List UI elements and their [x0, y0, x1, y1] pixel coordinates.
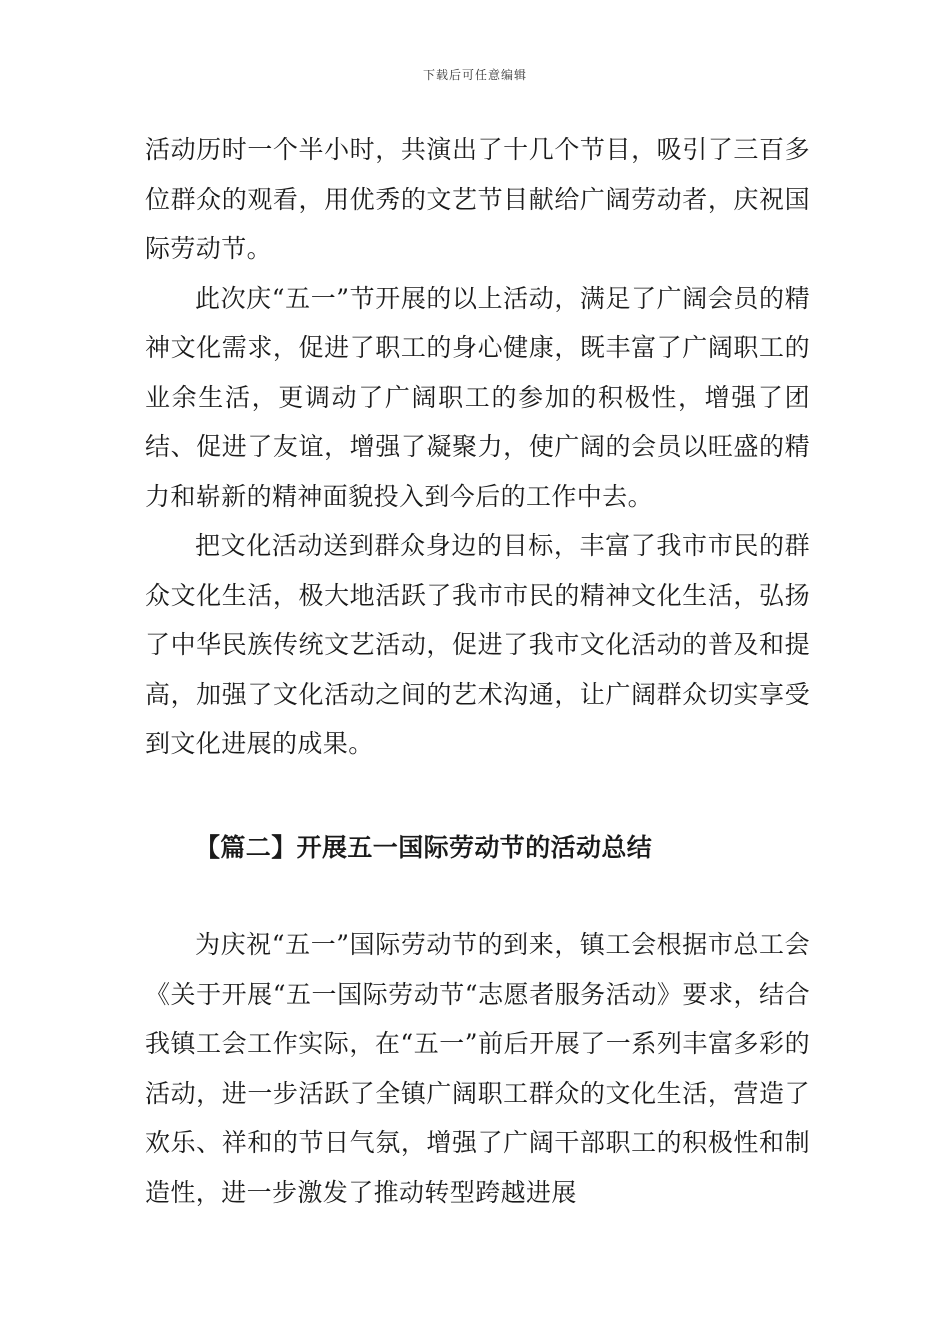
body-paragraph: 把文化活动送到群众身边的目标，丰富了我市市民的群众文化生活，极大地活跃了我市市民的精神文化生活，弘扬了中华民族传统文艺活动，促进了我市文化活动的普及和提高，加强了文化活动之间的艺术沟通，让广阔群众切实享受到文化进展的成果。	[145, 531, 810, 758]
section-heading: 【篇二】开展五一国际劳动节的活动总结	[195, 833, 653, 862]
header-note: 下载后可任意编辑	[422, 68, 527, 82]
section-one-body	[145, 125, 810, 769]
section-two-body	[145, 920, 810, 1217]
body-paragraph: 活动历时一个半小时，共演出了十几个节目，吸引了三百多位群众的观看，用优秀的文艺节目献给广阔劳动者，庆祝国际劳动节。	[145, 135, 810, 263]
body-paragraph: 为庆祝“五一”国际劳动节的到来，镇工会根据市总工会《关于开展“五一国际劳动节“志愿者服务活动》要求，结合我镇工会工作实际，在“五一”前后开展了一系列丰富多彩的活动，进一步活跃了全镇广阔职工群众的文化生活，营造了欢乐、祥和的节日气氛，增强了广阔干部职工的积极性和制造性，进一步激发了推动转型跨越进展	[145, 930, 810, 1207]
body-paragraph: 此次庆“五一”节开展的以上活动，满足了广阔会员的精神文化需求，促进了职工的身心健康，既丰富了广阔职工的业余生活，更调动了广阔职工的参加的积极性，增强了团结、促进了友谊，增强了凝聚力，使广阔的会员以旺盛的精力和崭新的精神面貌投入到今后的工作中去。	[145, 283, 810, 511]
